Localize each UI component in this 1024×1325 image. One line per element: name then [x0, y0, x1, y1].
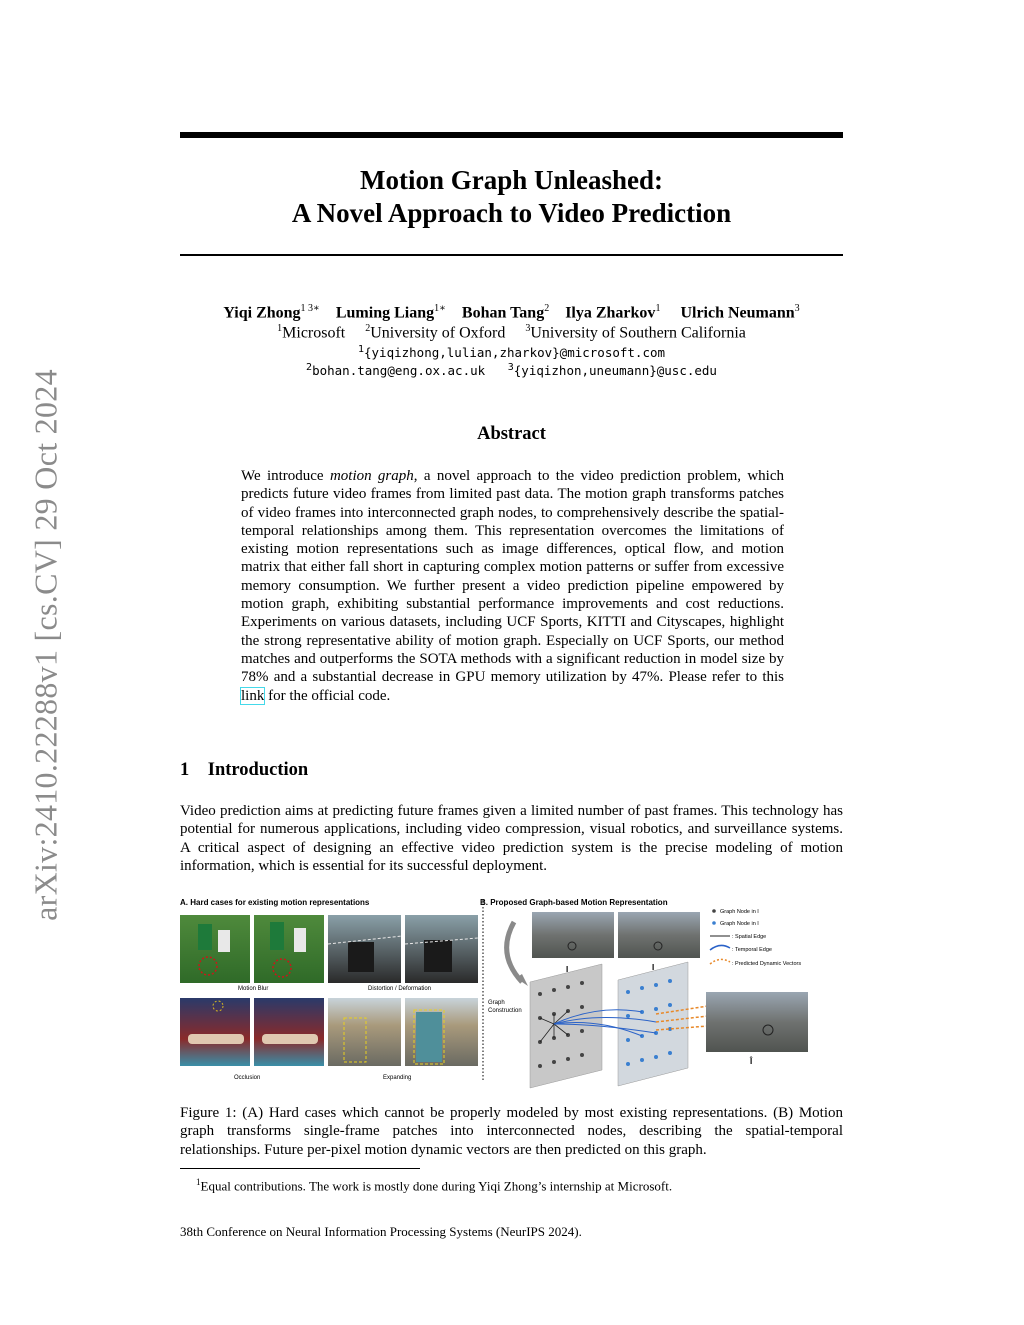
graph-node [566, 1057, 570, 1061]
label-expanding: Expanding [383, 1075, 412, 1081]
section-number: 1 [180, 760, 190, 780]
abstract-text: We introduce [241, 468, 330, 484]
graph-node [626, 990, 630, 994]
graph-node [640, 1058, 644, 1062]
input-frame-2 [618, 912, 700, 958]
rider-shape [348, 942, 374, 972]
author-name: Bohan Tang [461, 304, 545, 322]
label-i-t: I [652, 963, 655, 972]
arxiv-stamp [0, 0, 100, 1325]
pommel-horse [188, 1034, 244, 1044]
aff-sup: 1 [277, 323, 283, 334]
tram-shape [416, 1012, 442, 1062]
graph-node [640, 986, 644, 990]
section-title: Introduction [207, 760, 309, 780]
rider-shape [424, 940, 452, 972]
footnote-sup: 1 [196, 1177, 201, 1187]
graph-node [668, 979, 672, 983]
title-line-2: A Novel Approach to Video Prediction [291, 198, 732, 228]
conference-note: 38th Conference on Neural Information Processing Systems (NeurIPS 2024). [180, 1224, 582, 1239]
graph-node [580, 1053, 584, 1057]
arxiv-stamp-text: arXiv:2410.22288v1 [cs.CV] 29 Oct 2024 [27, 369, 64, 921]
author-sup: 2 [544, 303, 550, 314]
email-sup: 3 [507, 362, 514, 373]
author-name: Ulrich Neumann [680, 304, 795, 322]
aff-sup: 3 [525, 323, 531, 334]
graph-node [668, 1003, 672, 1007]
legend-node-dark [712, 909, 716, 913]
email: {yiqizhon,uneumann}@usc.edu [513, 363, 717, 379]
legend-item: : Predicted Dynamic Vectors [732, 961, 802, 967]
graph-node [654, 983, 658, 987]
author-sup: 1∗ [434, 303, 446, 314]
author-sup: 1 [655, 303, 661, 314]
legend-item: Graph Node in I [720, 921, 759, 927]
legend-item: : Temporal Edge [732, 947, 772, 953]
pommel-horse [262, 1034, 318, 1044]
graph-node [566, 985, 570, 989]
occlusion-image-1 [180, 998, 250, 1066]
legend-predicted-vector [710, 959, 730, 964]
graph-node [654, 1007, 658, 1011]
author-name: Ilya Zharkov [565, 304, 656, 322]
graph-node [654, 1055, 658, 1059]
paper-title [180, 164, 843, 230]
graph-node [552, 1060, 556, 1064]
affiliation: Microsoft [282, 324, 346, 342]
player-shape [270, 922, 284, 950]
email-sup: 1 [357, 344, 364, 355]
figure-1-graphic [178, 894, 844, 1090]
aff-sup: 2 [365, 323, 371, 334]
motion-blur-image-1 [180, 915, 250, 983]
abstract-body [241, 467, 784, 705]
abstract-emphasis: motion graph [329, 468, 414, 484]
graph-node [538, 992, 542, 996]
title-top-rule [180, 132, 843, 138]
figure-1 [178, 894, 844, 1090]
legend-item: Graph Node in I [720, 909, 759, 915]
email-line-2 [180, 358, 843, 381]
graph-node [552, 988, 556, 992]
label-graph-construction-2: Construction [488, 1008, 522, 1014]
player-shape [218, 930, 230, 952]
legend-temporal-edge [710, 945, 730, 950]
graph-node [580, 1005, 584, 1009]
graph-plane-t-minus-1 [530, 964, 602, 1088]
legend-node-blue [712, 921, 716, 925]
email-sup: 2 [306, 362, 313, 373]
label-occlusion: Occlusion [234, 1075, 261, 1081]
graph-node [580, 1029, 584, 1033]
author-name: Yiqi Zhong [223, 304, 301, 322]
graph-node [580, 981, 584, 985]
email: bohan.tang@eng.ox.ac.uk [312, 363, 486, 379]
label-graph-construction-1: Graph [488, 1000, 505, 1006]
abstract-heading: Abstract [477, 424, 546, 444]
legend-item: : Spatial Edge [732, 934, 767, 940]
title-bottom-rule [180, 254, 843, 256]
graph-construction-arrow [507, 922, 522, 982]
graph-node [626, 1038, 630, 1042]
section-heading [180, 760, 308, 781]
author-sup: 1 3∗ [300, 303, 320, 314]
expanding-image-1 [328, 998, 401, 1066]
title-line-1: Motion Graph Unleashed: [359, 165, 664, 195]
email: {yiqizhong,lulian,zharkov}@microsoft.com [364, 345, 666, 361]
graph-node [668, 1051, 672, 1055]
player-shape [198, 924, 212, 950]
input-frame-1 [532, 912, 614, 958]
footnote-rule [180, 1168, 420, 1169]
affiliation: University of Southern California [530, 324, 746, 342]
figure-caption: Figure 1: (A) Hard cases which cannot be properly modeled by most existing representations. (B) Motion graph transforms single-frame patches into interconnected nodes, describing the spatial-temporal relationships. Future per-pixel motion dynamic vectors are then predicted on this graph. [180, 1105, 843, 1158]
graph-node [626, 1014, 630, 1018]
player-shape [294, 928, 306, 952]
label-i-t-minus-1: I [566, 965, 569, 974]
occlusion-image-2 [254, 998, 324, 1066]
footnote-text: Equal contributions. The work is mostly done during Yiqi Zhong’s internship at Microsoft. [200, 1178, 673, 1194]
abstract-text: for the official code. [264, 687, 391, 704]
author-sup: 3 [794, 303, 800, 314]
panel-a-title: A. Hard cases for existing motion representations [180, 898, 370, 907]
code-link[interactable]: link [241, 687, 265, 704]
label-distortion: Distortion / Deformation [368, 986, 432, 992]
figure-legend [710, 909, 801, 967]
predicted-frame [706, 992, 808, 1052]
affiliation: University of Oxford [370, 324, 506, 342]
author-name: Luming Liang [335, 304, 435, 322]
panel-b-title: B. Proposed Graph-based Motion Representation [480, 898, 668, 907]
intro-paragraph: Video prediction aims at predicting future frames given a limited number of past frames. This technology has potential for numerous applications, including video compression, visual robotics, and surveillance systems. A critical aspect of designing an effective video prediction system is the precise modeling of motion information, which is essential for its successful deployment. [180, 803, 843, 874]
graph-node [538, 1064, 542, 1068]
footnote [196, 1174, 672, 1194]
graph-plane-t [618, 962, 688, 1086]
abstract-text: , a novel approach to the video prediction problem, which predicts future video frames from limited past data. The motion graph transforms patches of video frames into interconnected graph nodes, to comprehensively describe the spatial-temporal relationships among them. This representation overcomes the limitations of existing motion representations such as image differences, optical flow, and motion matrix that either fall short in capturing complex motion patterns or suffer from excessive memory consumption. We further present a video prediction pipeline empowered by motion graph, exhibiting substantial performance improvements and cost reductions. Experiments on various datasets, including UCF Sports, KITTI and Cityscapes, highlight the strong representative ability of motion graph. Especially on UCF Sports, our method matches and outperforms the SOTA methods with a significant reduction in model size by 78% and a substantial decrease in GPU memory utilization by 47%. Please refer to this [241, 468, 784, 686]
graph-node [626, 1062, 630, 1066]
label-predicted-frame: Î [750, 1057, 753, 1066]
label-motion-blur: Motion Blur [238, 986, 269, 992]
